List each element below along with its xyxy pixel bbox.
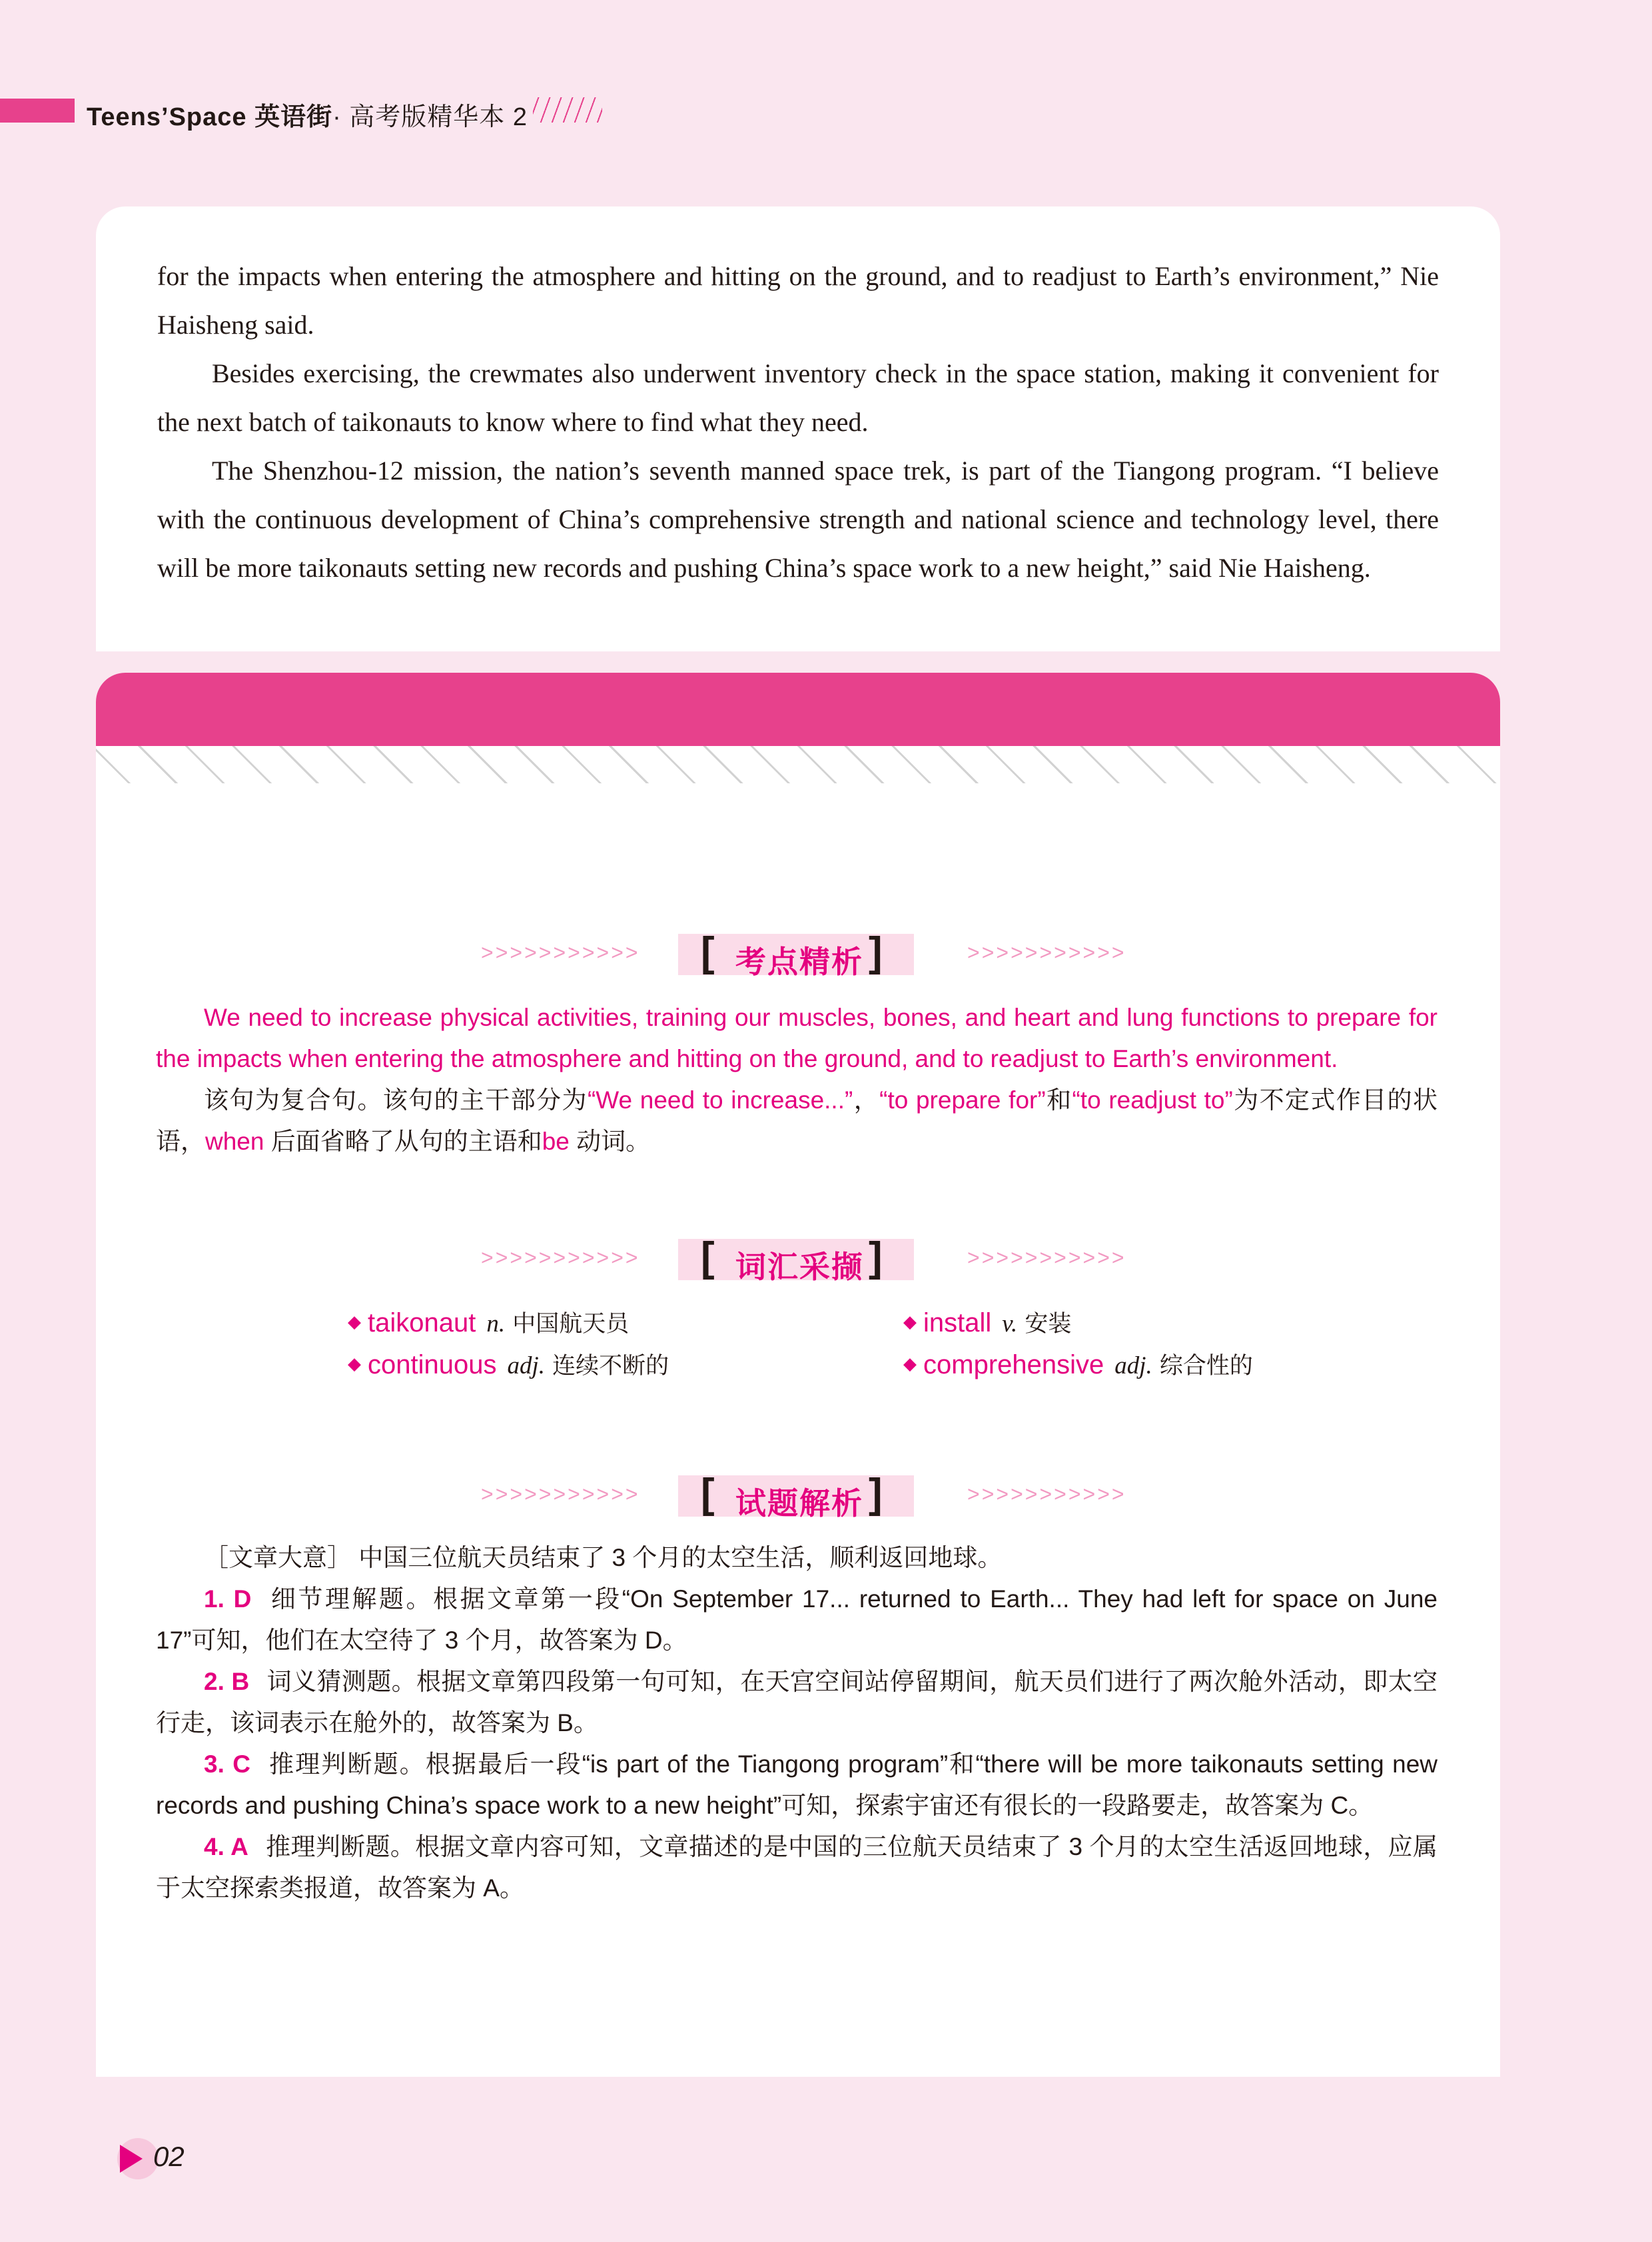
analysis-expl-quote: “We need to increase...” (587, 1086, 853, 1114)
answer-item (156, 1579, 1438, 1661)
analysis-expl-text: 后面省略了从句的主语和 (270, 1128, 542, 1155)
answer-text: 推理判断题。根据最后一段“is part of the Tiangong program”和“there will be more taikonauts setting new records and pushing China’s space work to a new height”可知，探索宇宙还有很长的一段路要走，故答案为 C。 (156, 1750, 1438, 1819)
section-head-vocab (0, 1234, 1652, 1286)
answer-item (156, 1744, 1438, 1826)
vocab-word: continuous (368, 1350, 497, 1379)
section-arrows-right: >>>>>>>>>>> (967, 1246, 1126, 1270)
vocab-meaning: 连续不断的 (552, 1353, 669, 1379)
header-title-sub: · 高考版精华本 2 (332, 103, 528, 131)
answer-text: 细节理解题。根据文章第一段“On September 17... returned to Earth... They had left for space on June 17”可知，他们在太空待了 3 个月，故答案为 D。 (156, 1585, 1438, 1654)
analysis-explanation (156, 1080, 1438, 1162)
section-title: 试题解析 (735, 1486, 863, 1521)
analysis-expl-text: 动词。 (576, 1128, 651, 1155)
article-paragraph-2: Besides exercising, the crewmates also underwent inventory check in the space station, making it convenient for the next batch of taikonauts to know where to find what they need. (157, 358, 1439, 437)
bracket-left-icon: [ (701, 929, 715, 975)
header-slash-decoration (533, 97, 602, 123)
article-paragraph-3: The Shenzhou-12 mission, the nation’s seventh manned space trek, is part of the Tiangong program. “I believe with the continuous development of China’s comprehensive strength and national science and technology level, there will be more taikonauts setting new records and pushing China’s space work to a new height,” said Nie Haisheng. (157, 456, 1439, 583)
analysis-expl-quote: “to prepare for” (879, 1086, 1046, 1114)
section-arrows-left: >>>>>>>>>>> (481, 1482, 640, 1506)
section-head-answers (0, 1471, 1652, 1522)
analysis-expl-keyword: be (542, 1128, 570, 1155)
vocab-word: install (923, 1308, 992, 1337)
header-accent-bar (0, 99, 75, 123)
analysis-expl-quote: “to readjust to” (1072, 1086, 1233, 1114)
analysis-quote: We need to increase physical activities, training our muscles, bones, and heart and lung functions to prepare for the impacts when entering the atmosphere and hitting on the ground, and to readjust to Earth’s environment. (156, 1004, 1438, 1072)
vocab-item (348, 1347, 669, 1381)
answer-item (156, 1661, 1438, 1744)
section-arrows-right: >>>>>>>>>>> (967, 940, 1126, 964)
article-paragraph-1: for the impacts when entering the atmosphere and hitting on the ground, and to readjust to Earth’s environment,” Nie Haisheng said. (157, 261, 1439, 340)
vocab-pos: adj. (507, 1352, 546, 1379)
vocab-item (903, 1347, 1253, 1381)
bracket-right-icon: ] (869, 1471, 883, 1517)
card-hatch-decoration (96, 746, 1500, 783)
analysis-expl-keyword: when (205, 1128, 264, 1155)
answer-number: 2. B (204, 1668, 250, 1695)
answer-text: 词义猜测题。根据文章第四段第一句可知，在天宫空间站停留期间，航天员们进行了两次舱外活动，即太空行走，该词表示在舱外的，故答案为 B。 (156, 1668, 1438, 1736)
vocab-pos: adj. (1114, 1352, 1152, 1379)
vocab-word: comprehensive (923, 1350, 1104, 1379)
vocab-pos: v. (1002, 1310, 1018, 1337)
section-arrows-left: >>>>>>>>>>> (481, 940, 640, 964)
article-card (96, 206, 1500, 651)
bracket-right-icon: ] (869, 1234, 883, 1280)
article-body (157, 252, 1439, 592)
vocab-item (903, 1306, 1071, 1339)
vocab-meaning: 安装 (1025, 1311, 1072, 1337)
answer-item (156, 1826, 1438, 1909)
answer-number: 4. A (204, 1833, 248, 1860)
page-number: 02 (153, 2141, 185, 2172)
vocab-meaning: 中国航天员 (512, 1311, 629, 1337)
answers-text (156, 1537, 1438, 1909)
section-title: 考点精析 (735, 944, 863, 979)
vocab-meaning: 综合性的 (1159, 1353, 1253, 1379)
diamond-bullet-icon: ◆ (348, 1311, 361, 1331)
answer-number: 1. D (204, 1585, 252, 1613)
vocab-word: taikonaut (368, 1308, 476, 1337)
section-arrows-left: >>>>>>>>>>> (481, 1246, 640, 1270)
section-arrows-right: >>>>>>>>>>> (967, 1482, 1126, 1506)
section-title: 词汇采撷 (735, 1250, 863, 1284)
vocab-pos: n. (486, 1310, 506, 1337)
analysis-expl-text: 该句为复合句。该句的主干部分为 (204, 1086, 588, 1114)
bracket-right-icon: ] (869, 929, 883, 975)
diamond-bullet-icon: ◆ (903, 1311, 917, 1331)
diamond-bullet-icon: ◆ (348, 1353, 361, 1373)
analysis-text (156, 997, 1438, 1162)
card-header-band (96, 673, 1500, 746)
analysis-expl-text: 为不定式作目的状语， (156, 1086, 1438, 1155)
bracket-left-icon: [ (701, 1471, 715, 1517)
vocab-item (348, 1306, 629, 1339)
analysis-expl-text: ， (853, 1086, 880, 1114)
answers-summary: ［文章大意］ 中国三位航天员结束了 3 个月的太空生活，顺利返回地球。 (204, 1544, 1003, 1571)
header-title-main: Teens’Space 英语街 (87, 103, 333, 131)
header-title (87, 96, 528, 133)
analysis-expl-text: 和 (1045, 1086, 1072, 1114)
answer-number: 3. C (204, 1750, 250, 1778)
bracket-left-icon: [ (701, 1234, 715, 1280)
play-triangle-icon (120, 2145, 143, 2173)
answer-text: 推理判断题。根据文章内容可知，文章描述的是中国的三位航天员结束了 3 个月的太空生活返回地球，应属于太空探索类报道，故答案为 A。 (156, 1833, 1438, 1902)
section-head-analysis (0, 929, 1652, 980)
diamond-bullet-icon: ◆ (903, 1353, 917, 1373)
